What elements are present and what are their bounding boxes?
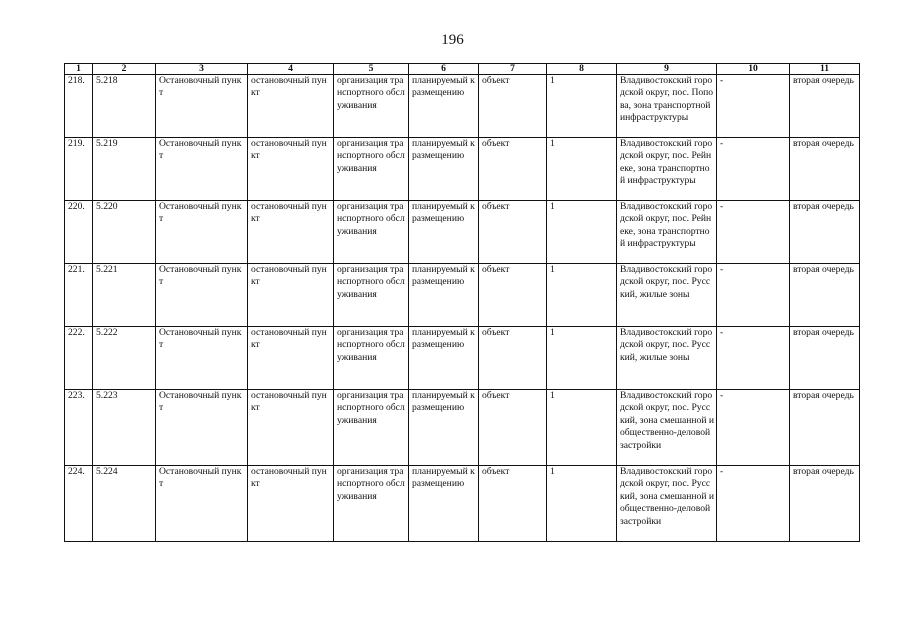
location-cell: Владивостокский городской округ, пос. Рейнеке, зона транспортной инфраструктуры — [617, 201, 717, 264]
unit-cell: объект — [479, 138, 547, 201]
row-number-cell: 219. — [65, 138, 93, 201]
purpose-cell: организация транспортного обслуживания — [334, 201, 409, 264]
unit-cell: объект — [479, 390, 547, 466]
location-cell: Владивостокский городской округ, пос. Попова, зона транспортной инфраструктуры — [617, 75, 717, 138]
header-cell: 10 — [717, 64, 790, 75]
quantity-cell: 1 — [547, 138, 617, 201]
header-cell: 7 — [479, 64, 547, 75]
table-row — [65, 201, 860, 264]
unit-cell: объект — [479, 466, 547, 542]
quantity-cell: 1 — [547, 75, 617, 138]
zone-cell: - — [717, 390, 790, 466]
table-row — [65, 327, 860, 390]
type-cell: остановочный пункт — [248, 264, 334, 327]
row-number-cell: 218. — [65, 75, 93, 138]
code-cell: 5.222 — [93, 327, 156, 390]
unit-cell: объект — [479, 75, 547, 138]
header-cell: 2 — [93, 64, 156, 75]
status-cell: планируемый к размещению — [409, 466, 479, 542]
name-cell: Остановочный пункт — [156, 466, 248, 542]
row-number-cell: 223. — [65, 390, 93, 466]
purpose-cell: организация транспортного обслуживания — [334, 75, 409, 138]
purpose-cell: организация транспортного обслуживания — [334, 466, 409, 542]
location-cell: Владивостокский городской округ, пос. Русский, жилые зоны — [617, 327, 717, 390]
table-row — [65, 75, 860, 138]
purpose-cell: организация транспортного обслуживания — [334, 327, 409, 390]
unit-cell: объект — [479, 327, 547, 390]
document-table — [64, 63, 860, 542]
name-cell: Остановочный пункт — [156, 264, 248, 327]
location-cell: Владивостокский городской округ, пос. Русский, зона смешанной и общественно-деловой застройки — [617, 390, 717, 466]
code-cell: 5.223 — [93, 390, 156, 466]
stage-cell: вторая очередь — [790, 75, 860, 138]
row-number-cell: 221. — [65, 264, 93, 327]
name-cell: Остановочный пункт — [156, 201, 248, 264]
table-row — [65, 466, 860, 542]
unit-cell: объект — [479, 264, 547, 327]
zone-cell: - — [717, 264, 790, 327]
purpose-cell: организация транспортного обслуживания — [334, 390, 409, 466]
quantity-cell: 1 — [547, 201, 617, 264]
status-cell: планируемый к размещению — [409, 138, 479, 201]
header-cell: 3 — [156, 64, 248, 75]
type-cell: остановочный пункт — [248, 466, 334, 542]
type-cell: остановочный пункт — [248, 327, 334, 390]
unit-cell: объект — [479, 201, 547, 264]
table-row — [65, 138, 860, 201]
status-cell: планируемый к размещению — [409, 75, 479, 138]
name-cell: Остановочный пункт — [156, 327, 248, 390]
name-cell: Остановочный пункт — [156, 75, 248, 138]
header-row — [65, 64, 860, 75]
header-cell: 4 — [248, 64, 334, 75]
zone-cell: - — [717, 75, 790, 138]
quantity-cell: 1 — [547, 390, 617, 466]
location-cell: Владивостокский городской округ, пос. Русский, жилые зоны — [617, 264, 717, 327]
code-cell: 5.221 — [93, 264, 156, 327]
status-cell: планируемый к размещению — [409, 264, 479, 327]
row-number-cell: 222. — [65, 327, 93, 390]
quantity-cell: 1 — [547, 264, 617, 327]
type-cell: остановочный пункт — [248, 390, 334, 466]
status-cell: планируемый к размещению — [409, 327, 479, 390]
purpose-cell: организация транспортного обслуживания — [334, 138, 409, 201]
quantity-cell: 1 — [547, 466, 617, 542]
purpose-cell: организация транспортного обслуживания — [334, 264, 409, 327]
code-cell: 5.218 — [93, 75, 156, 138]
stage-cell: вторая очередь — [790, 390, 860, 466]
quantity-cell: 1 — [547, 327, 617, 390]
status-cell: планируемый к размещению — [409, 390, 479, 466]
header-cell: 1 — [65, 64, 93, 75]
stage-cell: вторая очередь — [790, 466, 860, 542]
row-number-cell: 224. — [65, 466, 93, 542]
table-row — [65, 264, 860, 327]
code-cell: 5.224 — [93, 466, 156, 542]
code-cell: 5.220 — [93, 201, 156, 264]
name-cell: Остановочный пункт — [156, 138, 248, 201]
location-cell: Владивостокский городской округ, пос. Рейнеке, зона транспортной инфраструктуры — [617, 138, 717, 201]
header-cell: 11 — [790, 64, 860, 75]
header-cell: 5 — [334, 64, 409, 75]
table-row — [65, 390, 860, 466]
stage-cell: вторая очередь — [790, 264, 860, 327]
code-cell: 5.219 — [93, 138, 156, 201]
name-cell: Остановочный пункт — [156, 390, 248, 466]
type-cell: остановочный пункт — [248, 201, 334, 264]
type-cell: остановочный пункт — [248, 138, 334, 201]
stage-cell: вторая очередь — [790, 201, 860, 264]
zone-cell: - — [717, 201, 790, 264]
type-cell: остановочный пункт — [248, 75, 334, 138]
row-number-cell: 220. — [65, 201, 93, 264]
stage-cell: вторая очередь — [790, 327, 860, 390]
zone-cell: - — [717, 138, 790, 201]
zone-cell: - — [717, 466, 790, 542]
header-cell: 6 — [409, 64, 479, 75]
header-cell: 8 — [547, 64, 617, 75]
header-cell: 9 — [617, 64, 717, 75]
status-cell: планируемый к размещению — [409, 201, 479, 264]
page-number: 196 — [441, 32, 464, 48]
stage-cell: вторая очередь — [790, 138, 860, 201]
zone-cell: - — [717, 327, 790, 390]
location-cell: Владивостокский городской округ, пос. Русский, зона смешанной и общественно-деловой застройки — [617, 466, 717, 542]
